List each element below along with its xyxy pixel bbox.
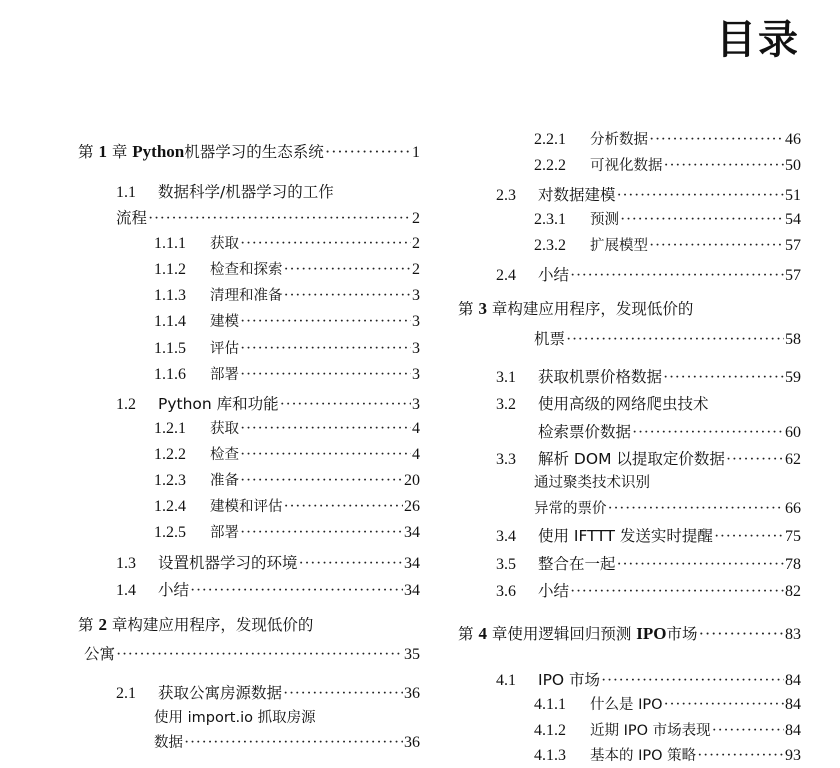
- section-number: 2.2.2: [534, 157, 566, 174]
- toc-entry[interactable]: [538, 420, 801, 444]
- section-number: 4.1.3: [534, 747, 566, 764]
- dot-leader: [240, 232, 411, 256]
- toc-entry[interactable]: [154, 469, 420, 493]
- dot-leader: [325, 140, 411, 164]
- page-number: 57: [785, 267, 801, 284]
- toc-chapter-entry[interactable]: [458, 297, 801, 321]
- page-number: 54: [785, 211, 801, 228]
- entry-title: 获取: [210, 236, 239, 252]
- toc-entry[interactable]: [116, 180, 420, 204]
- page-number: 36: [404, 734, 420, 751]
- toc-entry[interactable]: [496, 668, 801, 692]
- dot-leader: [699, 622, 784, 646]
- chapter-label: 第 4 章使用逻辑回归预测 IPO: [458, 624, 667, 643]
- entry-title: 数据: [154, 735, 183, 751]
- section-number: 1.3: [116, 555, 136, 572]
- entry-title: 获取: [210, 421, 239, 437]
- toc-entry[interactable]: [534, 128, 801, 152]
- dot-leader: [240, 363, 411, 387]
- dot-leader: [712, 719, 784, 743]
- dot-leader: [617, 553, 784, 577]
- toc-entry[interactable]: [534, 719, 801, 743]
- entry-title: 基本的 IPO 策略: [590, 748, 697, 764]
- page-number: 35: [404, 646, 420, 663]
- toc-entry[interactable]: [534, 471, 801, 495]
- entry-title: 准备: [210, 473, 239, 489]
- section-number: 1.2.2: [154, 446, 186, 463]
- section-number: 2.3.1: [534, 211, 566, 228]
- entry-title: 机票: [534, 330, 566, 348]
- dot-leader: [240, 337, 411, 361]
- page-number: 20: [404, 472, 420, 489]
- page-number: 3: [412, 340, 420, 357]
- page-number: 82: [785, 583, 801, 600]
- entry-title: IPO 市场: [538, 671, 601, 689]
- page-number: 34: [404, 582, 420, 599]
- dot-leader: [284, 258, 412, 282]
- section-number: 1.1.2: [154, 261, 186, 278]
- page-number: 2: [412, 235, 420, 252]
- dot-leader: [697, 744, 784, 768]
- toc-entry[interactable]: [154, 337, 420, 361]
- toc-entry[interactable]: [116, 392, 420, 416]
- page-number: 57: [785, 237, 801, 254]
- section-number: 3.3: [496, 451, 516, 468]
- entry-title: Python 库和功能: [158, 395, 279, 413]
- section-number: 3.1: [496, 369, 516, 386]
- entry-title: 整合在一起: [538, 555, 616, 573]
- toc-entry[interactable]: [154, 706, 420, 730]
- entry-title: 可视化数据: [590, 158, 663, 174]
- page-number: 2: [412, 261, 420, 278]
- section-number: 4.1.2: [534, 722, 566, 739]
- dot-leader: [240, 310, 411, 334]
- entry-title: 小结: [538, 582, 570, 600]
- toc-entry[interactable]: [154, 310, 420, 334]
- page-number: 34: [404, 555, 420, 572]
- entry-title: 预测: [590, 212, 619, 228]
- dot-leader: [148, 207, 411, 231]
- dot-leader: [299, 552, 403, 576]
- entry-title: 市场: [666, 625, 698, 643]
- dot-leader: [714, 525, 784, 549]
- entry-title: 评估: [210, 341, 239, 357]
- toc-entry[interactable]: [496, 365, 801, 389]
- toc-entry[interactable]: [496, 447, 801, 471]
- entry-title: 解析 DOM 以提取定价数据: [538, 450, 725, 468]
- page-title: 目录: [716, 17, 800, 63]
- entry-title: 建模和评估: [210, 499, 283, 515]
- toc-chapter-entry[interactable]: [78, 613, 420, 637]
- page-number: 1: [412, 144, 420, 161]
- entry-title: 获取公寓房源数据: [158, 684, 283, 702]
- toc-entry[interactable]: [534, 154, 801, 178]
- page-number: 4: [412, 420, 420, 437]
- toc-chapter-entry[interactable]: [458, 622, 801, 646]
- section-number: 1.1: [116, 184, 136, 201]
- toc-entry[interactable]: [496, 392, 801, 416]
- section-number: 2.1: [116, 685, 136, 702]
- entry-title: 检索票价数据: [538, 423, 632, 441]
- dot-leader: [570, 264, 784, 288]
- dot-leader: [280, 393, 411, 417]
- section-number: 2.3: [496, 187, 516, 204]
- entry-title: 公寓: [84, 645, 116, 663]
- dot-leader: [617, 184, 784, 208]
- page-number: 84: [785, 696, 801, 713]
- dot-leader: [190, 579, 403, 603]
- page-number: 51: [785, 187, 801, 204]
- page-number: 83: [785, 626, 801, 643]
- dot-leader: [240, 417, 411, 441]
- page-number: 36: [404, 685, 420, 702]
- section-number: 1.2.3: [154, 472, 186, 489]
- section-number: 3.2: [496, 396, 516, 413]
- dot-leader: [663, 366, 784, 390]
- entry-title: 分析数据: [590, 132, 648, 148]
- entry-title: 近期 IPO 市场表现: [590, 723, 711, 739]
- page-number: 60: [785, 424, 801, 441]
- page-number: 3: [412, 396, 420, 413]
- dot-leader: [664, 154, 785, 178]
- toc-entry[interactable]: [116, 681, 420, 705]
- toc-entry[interactable]: [154, 232, 420, 256]
- page-number: 4: [412, 446, 420, 463]
- page-number: 3: [412, 366, 420, 383]
- dot-leader: [664, 693, 784, 717]
- entry-title: 部署: [210, 525, 239, 541]
- entry-title: 通过聚类技术识别: [534, 475, 650, 491]
- section-number: 1.1.6: [154, 366, 186, 383]
- toc-entry[interactable]: [154, 521, 420, 545]
- page-number: 34: [404, 524, 420, 541]
- toc-entry[interactable]: [534, 497, 801, 521]
- section-number: 1.1.4: [154, 313, 186, 330]
- section-number: 2.3.2: [534, 237, 566, 254]
- page-number: 3: [412, 313, 420, 330]
- dot-leader: [649, 234, 784, 258]
- entry-title: 建模: [210, 314, 239, 330]
- dot-leader: [240, 469, 403, 493]
- toc-entry[interactable]: [496, 524, 801, 548]
- toc-entry[interactable]: [154, 284, 420, 308]
- section-number: 1.1.1: [154, 235, 186, 252]
- dot-leader: [116, 643, 403, 667]
- toc-chapter-entry[interactable]: [78, 140, 420, 164]
- page-number: 66: [785, 500, 801, 517]
- section-number: 4.1.1: [534, 696, 566, 713]
- dot-leader: [283, 682, 403, 706]
- page-number: 84: [785, 672, 801, 689]
- entry-title: 使用 import.io 抓取房源: [154, 710, 316, 726]
- section-number: 1.4: [116, 582, 136, 599]
- dot-leader: [649, 128, 784, 152]
- toc-entry[interactable]: [154, 258, 420, 282]
- chapter-label: 第 2 章构建应用程序，发现低价的: [78, 615, 314, 634]
- toc-entry[interactable]: [534, 744, 801, 768]
- toc-entry[interactable]: [496, 552, 801, 576]
- toc-entry[interactable]: [534, 234, 801, 258]
- page-number: 46: [785, 131, 801, 148]
- dot-leader: [620, 208, 784, 232]
- dot-leader: [566, 328, 784, 352]
- chapter-label: 第 3 章构建应用程序，发现低价的: [458, 299, 694, 318]
- entry-title: 小结: [158, 581, 190, 599]
- section-number: 1.2: [116, 396, 136, 413]
- section-number: 1.1.3: [154, 287, 186, 304]
- page-number: 93: [785, 747, 801, 764]
- dot-leader: [608, 497, 785, 521]
- dot-leader: [570, 580, 784, 604]
- toc-entry[interactable]: [534, 327, 801, 351]
- toc-entry[interactable]: [534, 693, 801, 717]
- page-number: 26: [404, 498, 420, 515]
- entry-title: 部署: [210, 367, 239, 383]
- page-number: 62: [785, 451, 801, 468]
- toc-entry[interactable]: [496, 183, 801, 207]
- section-number: 2.2.1: [534, 131, 566, 148]
- toc-entry[interactable]: [116, 578, 420, 602]
- dot-leader: [240, 443, 411, 467]
- section-number: 2.4: [496, 267, 516, 284]
- entry-title: 数据科学/机器学习的工作: [158, 183, 334, 201]
- toc-entry[interactable]: [154, 417, 420, 441]
- dot-leader: [601, 669, 784, 693]
- entry-title: 使用高级的网络爬虫技术: [538, 395, 709, 413]
- entry-title: 对数据建模: [538, 186, 616, 204]
- page-number: 59: [785, 369, 801, 386]
- entry-title: 什么是 IPO: [590, 697, 663, 713]
- section-number: 4.1: [496, 672, 516, 689]
- page-number: 50: [785, 157, 801, 174]
- page-number: 58: [785, 331, 801, 348]
- section-number: 3.6: [496, 583, 516, 600]
- dot-leader: [284, 284, 412, 308]
- page-number: 3: [412, 287, 420, 304]
- toc-entry[interactable]: [496, 579, 801, 603]
- section-number: 1.1.5: [154, 340, 186, 357]
- section-number: 1.2.4: [154, 498, 186, 515]
- section-number: 1.2.1: [154, 420, 186, 437]
- page-number: 84: [785, 722, 801, 739]
- toc-entry[interactable]: [84, 642, 420, 666]
- toc-entry[interactable]: [154, 495, 420, 519]
- toc-entry[interactable]: [116, 551, 420, 575]
- entry-title: 检查和探索: [210, 262, 283, 278]
- entry-title: 流程: [116, 209, 148, 227]
- chapter-label: 第 1 章 Python: [78, 142, 185, 161]
- entry-title: 检查: [210, 447, 239, 463]
- entry-title: 清理和准备: [210, 288, 283, 304]
- dot-leader: [240, 521, 403, 545]
- section-number: 1.2.5: [154, 524, 186, 541]
- toc-entry[interactable]: [154, 731, 420, 755]
- page-number: 78: [785, 556, 801, 573]
- section-number: 3.4: [496, 528, 516, 545]
- toc-entry[interactable]: [534, 208, 801, 232]
- entry-title: 使用 IFTTT 发送实时提醒: [538, 527, 713, 545]
- dot-leader: [726, 448, 784, 472]
- entry-title: 设置机器学习的环境: [158, 554, 298, 572]
- entry-title: 异常的票价: [534, 501, 607, 517]
- toc-entry[interactable]: [154, 363, 420, 387]
- dot-leader: [632, 421, 784, 445]
- dot-leader: [284, 495, 404, 519]
- entry-title: 获取机票价格数据: [538, 368, 663, 386]
- entry-title: 扩展模型: [590, 238, 648, 254]
- section-number: 3.5: [496, 556, 516, 573]
- toc-entry[interactable]: [116, 206, 420, 230]
- entry-title: 小结: [538, 266, 570, 284]
- page-number: 75: [785, 528, 801, 545]
- entry-title: 机器学习的生态系统: [184, 143, 324, 161]
- page-number: 2: [412, 210, 420, 227]
- dot-leader: [184, 731, 403, 755]
- toc-entry[interactable]: [496, 263, 801, 287]
- toc-entry[interactable]: [154, 443, 420, 467]
